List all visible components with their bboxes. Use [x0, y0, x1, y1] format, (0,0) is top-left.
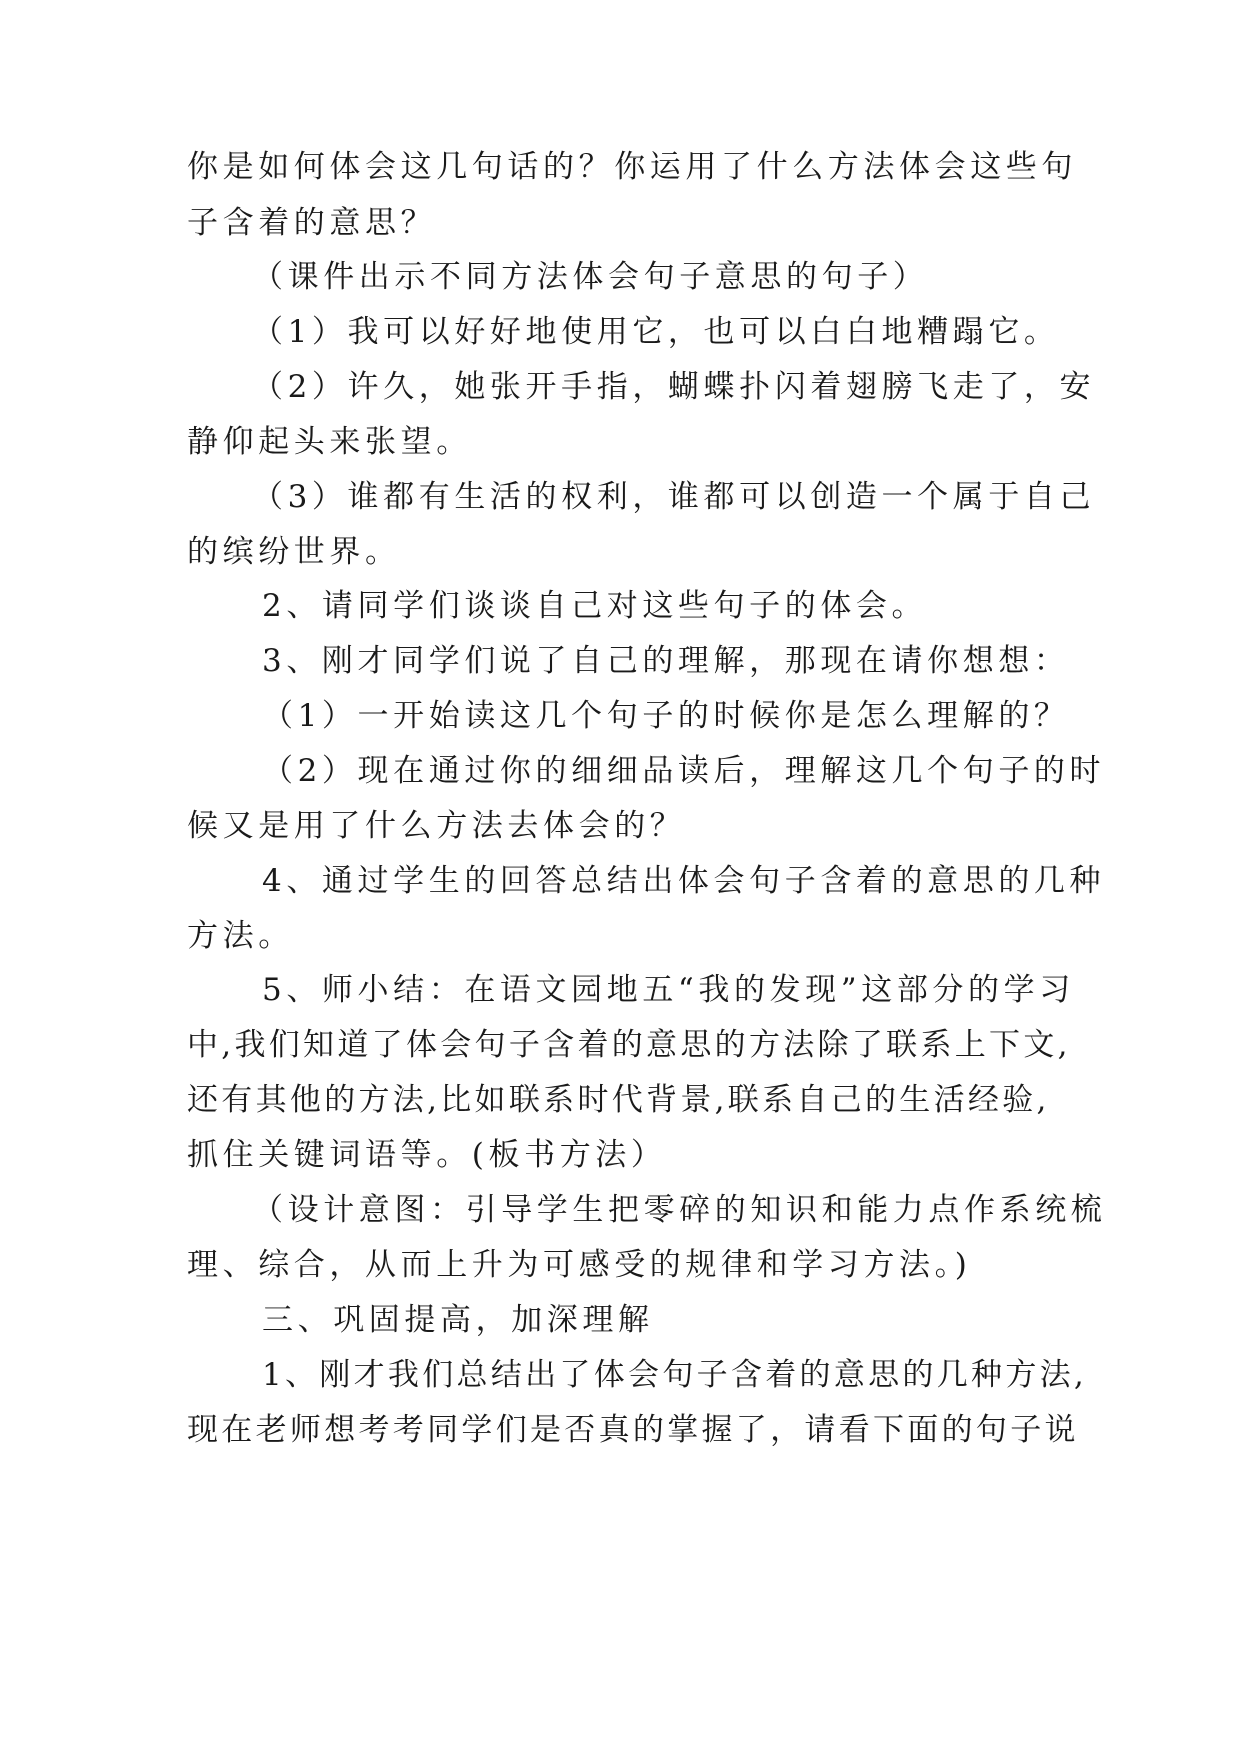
text-line: 3、刚才同学们说了自己的理解，那现在请你想想： [262, 643, 1070, 679]
text-line: （1）一开始读这几个句子的时候你是怎么理解的？ [262, 698, 1070, 734]
text-line: 2、请同学们谈谈自己对这些句子的体会。 [262, 588, 928, 624]
text-line: （3）谁都有生活的权利，谁都可以创造一个属于自己 [252, 479, 1096, 515]
text-line: 现在老师想考考同学们是否真的掌握了，请看下面的句子说 [187, 1412, 1079, 1448]
section-heading: 三、巩固提高，加深理解 [262, 1302, 654, 1338]
text-line: 中,我们知道了体会句子含着的意思的方法除了联系上下文, [187, 1027, 1071, 1063]
text-line: （课件出示不同方法体会句子意思的句子） [252, 259, 929, 295]
text-line: （设计意图：引导学生把零碎的知识和能力点作系统梳 [252, 1192, 1107, 1228]
text-line: 还有其他的方法,比如联系时代背景,联系自己的生活经验, [187, 1082, 1050, 1118]
text-line: （1）我可以好好地使用它，也可以白白地糟蹋它。 [252, 314, 1060, 350]
text-line: 静仰起头来张望。 [187, 424, 472, 460]
text-line: 你是如何体会这几句话的？你运用了什么方法体会这些句 [187, 149, 1077, 185]
text-line: 方法。 [187, 918, 294, 954]
text-line: 4、通过学生的回答总结出体会句子含着的意思的几种 [262, 863, 1106, 899]
text-line: （2）现在通过你的细细品读后，理解这几个句子的时 [262, 753, 1106, 789]
text-line: 抓住关键词语等。(板书方法） [187, 1137, 667, 1173]
text-line: 理、综合，从而上升为可感受的规律和学习方法。) [187, 1247, 972, 1283]
text-line: 1、刚才我们总结出了体会句子含着的意思的几种方法, [262, 1357, 1088, 1393]
text-line: 候又是用了什么方法去体会的？ [187, 808, 686, 844]
text-line: 子含着的意思？ [187, 205, 437, 241]
text-line: （2）许久，她张开手指，蝴蝶扑闪着翅膀飞走了，安 [252, 369, 1096, 405]
text-line: 5、师小结：在语文园地五“我的发现”这部分的学习 [262, 972, 1075, 1008]
text-line: 的缤纷世界。 [187, 534, 401, 570]
